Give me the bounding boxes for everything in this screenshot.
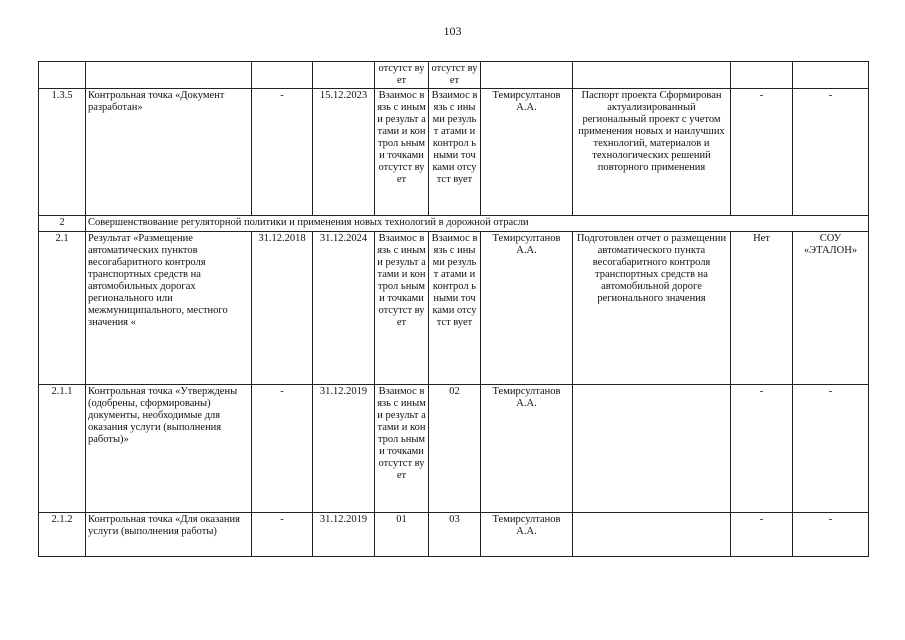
table-cell-responsible: Темирсултанов А.А. bbox=[481, 232, 573, 385]
table-cell-col10: - bbox=[793, 89, 869, 216]
page-number: 103 bbox=[443, 24, 462, 38]
table-cell-relation-2: 03 bbox=[429, 513, 481, 557]
table-cell-col9: - bbox=[731, 385, 793, 513]
table-cell-name: Контрольная точка «Для оказания услуги (выполнения работы) bbox=[86, 513, 252, 557]
table-cell-number: 1.3.5 bbox=[39, 89, 86, 216]
table-cell-col9: Нет bbox=[731, 232, 793, 385]
table-row bbox=[39, 89, 869, 216]
table-row bbox=[39, 62, 869, 89]
table-cell-relation-2: Взаимос вязь с иными результ атами и контрол ьными точками отсутст вует bbox=[429, 232, 481, 385]
table-cell-result bbox=[573, 62, 731, 89]
table-cell-col10: - bbox=[793, 513, 869, 557]
section-row bbox=[39, 216, 869, 232]
table-cell-relation-2: отсутст вует bbox=[429, 62, 481, 89]
table-cell-col9: - bbox=[731, 89, 793, 216]
table-cell-relation: Взаимос вязь с иными результ атами и контрол ьными точками отсутст вует bbox=[375, 385, 429, 513]
table-cell-responsible: Темирсултанов А.А. bbox=[481, 385, 573, 513]
table-row bbox=[39, 385, 869, 513]
plan-table-body bbox=[39, 62, 869, 557]
table-cell-start-date: - bbox=[252, 385, 313, 513]
table-cell-end-date: 31.12.2019 bbox=[313, 385, 375, 513]
table-cell-number bbox=[39, 62, 86, 89]
plan-table bbox=[38, 61, 869, 557]
table-cell-result: Подготовлен отчет о размещении автоматического пункта весогабаритного контроля транспортных средств на автомобильной дороге регионального значения bbox=[573, 232, 731, 385]
table-cell-result bbox=[573, 385, 731, 513]
table-cell-relation: отсутст вует bbox=[375, 62, 429, 89]
table-cell-relation: Взаимос вязь с иными результ атами и контрол ьными точками отсутст вует bbox=[375, 89, 429, 216]
table-cell-end-date bbox=[313, 62, 375, 89]
table-cell-relation: 01 bbox=[375, 513, 429, 557]
table-cell-relation: Взаимос вязь с иными результ атами и контрол ьными точками отсутст вует bbox=[375, 232, 429, 385]
table-cell-end-date: 31.12.2019 bbox=[313, 513, 375, 557]
table-cell-responsible bbox=[481, 62, 573, 89]
table-cell-col9: - bbox=[731, 513, 793, 557]
table-cell-name: Результат «Размещение автоматических пунктов весогабаритного контроля транспортных средств на автомобильных дорогах регионального или межмуниципального, местного значения « bbox=[86, 232, 252, 385]
section-number: 2 bbox=[39, 216, 86, 232]
table-cell-relation-2: Взаимос вязь с иными результ атами и контрол ьными точками отсутст вует bbox=[429, 89, 481, 216]
table-cell-start-date: - bbox=[252, 513, 313, 557]
table-cell-responsible: Темирсултанов А.А. bbox=[481, 513, 573, 557]
table-cell-name bbox=[86, 62, 252, 89]
table-row bbox=[39, 232, 869, 385]
table-cell-number: 2.1 bbox=[39, 232, 86, 385]
table-cell-number: 2.1.2 bbox=[39, 513, 86, 557]
table-cell-responsible: Темирсултанов А.А. bbox=[481, 89, 573, 216]
table-cell-end-date: 31.12.2024 bbox=[313, 232, 375, 385]
table-cell-col10 bbox=[793, 62, 869, 89]
table-cell-result bbox=[573, 513, 731, 557]
table-cell-result: Паспорт проекта Сформирован актуализированный региональный проект с учетом применения новых и наилучших технологий, материалов и технологических решений повторного применения bbox=[573, 89, 731, 216]
section-title: Совершенствование регуляторной политики и применения новых технологий в дорожной отрасли bbox=[86, 216, 869, 232]
table-cell-name: Контрольная точка «Документ разработан» bbox=[86, 89, 252, 216]
table-cell-number: 2.1.1 bbox=[39, 385, 86, 513]
table-cell-relation-2: 02 bbox=[429, 385, 481, 513]
table-cell-col10: СОУ «ЭТАЛОН» bbox=[793, 232, 869, 385]
table-cell-start-date: - bbox=[252, 89, 313, 216]
table-cell-col9 bbox=[731, 62, 793, 89]
table-cell-start-date bbox=[252, 62, 313, 89]
table-cell-start-date: 31.12.2018 bbox=[252, 232, 313, 385]
table-cell-end-date: 15.12.2023 bbox=[313, 89, 375, 216]
table-cell-name: Контрольная точка «Утверждены (одобрены, сформированы) документы, необходимые для оказания услуги (выполнения работы)» bbox=[86, 385, 252, 513]
table-cell-col10: - bbox=[793, 385, 869, 513]
table-row bbox=[39, 513, 869, 557]
